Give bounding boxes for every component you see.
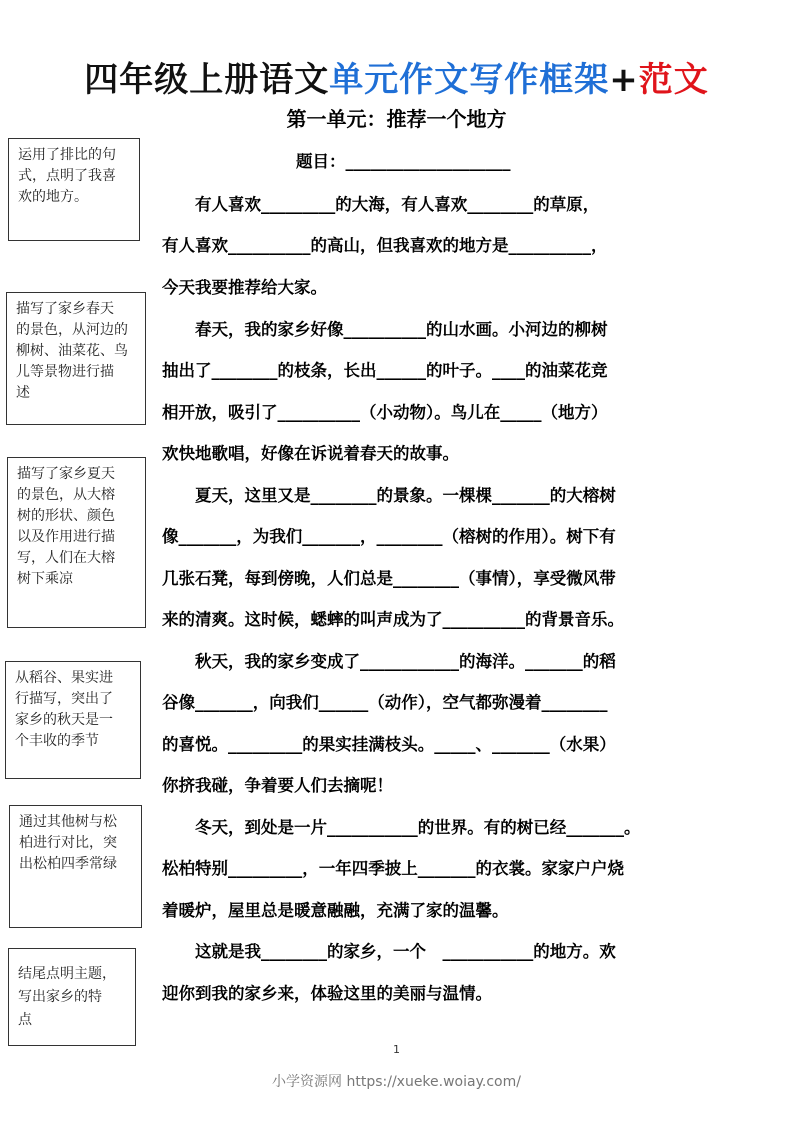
essay-line: 的喜悦。_________的果实挂满枝头。_____、_______（水果） bbox=[162, 735, 616, 754]
title-plus: + bbox=[609, 60, 639, 100]
essay-line: 这就是我________的家乡，一个 ___________的地方。欢 bbox=[162, 942, 616, 961]
essay-line: 你挤我碰，争着要人们去摘呢！ bbox=[162, 776, 393, 795]
title-framework: 单元作文写作框架 bbox=[329, 60, 610, 100]
essay-line: 迎你到我的家乡来，体验这里的美丽与温情。 bbox=[162, 984, 492, 1003]
page-number: 1 bbox=[393, 1043, 400, 1056]
annotation-text: 运用了排比的句 式，点明了我喜 欢的地方。 bbox=[18, 147, 116, 205]
essay-line: 抽出了________的枝条，长出______的叶子。____的油菜花竞 bbox=[162, 361, 608, 380]
annotation-text: 描写了家乡春天 的景色，从河边的 柳树、油菜花、鸟 儿等景物进行描 述 bbox=[16, 301, 128, 401]
annotation-text: 通过其他树与松 柏进行对比，突 出松柏四季常绿 bbox=[19, 814, 117, 872]
annotation-box-summer bbox=[7, 457, 146, 628]
essay-line: 几张石凳，每到傍晚，人们总是________（事情），享受微风带 bbox=[162, 569, 616, 588]
annotation-box-spring bbox=[6, 292, 146, 425]
essay-line: 着暖炉，屋里总是暖意融融，充满了家的温馨。 bbox=[162, 901, 509, 920]
annotation-text: 从稻谷、果实进 行描写，突出了 家乡的秋天是一 个丰收的季节 bbox=[15, 670, 113, 749]
essay-line: 今天我要推荐给大家。 bbox=[162, 278, 327, 297]
title-sample: 范文 bbox=[638, 60, 709, 100]
essay-line: 来的清爽。这时候，蟋蟀的叫声成为了__________的背景音乐。 bbox=[162, 610, 624, 629]
annotation-box-intro bbox=[8, 138, 140, 241]
annotation-text: 结尾点明主题， 写出家乡的特 点 bbox=[18, 966, 116, 1028]
essay-line: 春天，我的家乡好像__________的山水画。小河边的柳树 bbox=[162, 320, 608, 339]
annotation-box-autumn bbox=[5, 661, 141, 779]
unit-subtitle: 第一单元：推荐一个地方 bbox=[286, 107, 507, 131]
document-title bbox=[0, 52, 793, 101]
essay-line: 有人喜欢_________的大海，有人喜欢________的草原， bbox=[162, 195, 600, 214]
essay-line: 像_______，为我们_______，________（榕树的作用）。树下有 bbox=[162, 527, 616, 546]
title-grade: 四年级上册语文 bbox=[84, 60, 330, 100]
essay-line: 秋天，我的家乡变成了____________的海洋。_______的稻 bbox=[162, 652, 616, 671]
annotation-box-ending bbox=[8, 948, 136, 1046]
essay-title-line: 题目：____________________ bbox=[296, 152, 511, 171]
essay-line: 谷像_______，向我们______（动作），空气都弥漫着________ bbox=[162, 693, 608, 712]
essay-line: 相开放，吸引了__________（小动物）。鸟儿在_____（地方） bbox=[162, 403, 608, 422]
annotation-box-winter bbox=[9, 805, 142, 928]
essay-line: 夏天，这里又是________的景象。一棵棵_______的大榕树 bbox=[162, 486, 616, 505]
source-watermark: 小学资源网 https://xueke.woiay.com/ bbox=[272, 1074, 521, 1090]
essay-line: 欢快地歌唱，好像在诉说着春天的故事。 bbox=[162, 444, 459, 463]
essay-line: 冬天，到处是一片___________的世界。有的树已经_______。 bbox=[162, 818, 641, 837]
annotation-text: 描写了家乡夏天 的景色，从大榕 树的形状、颜色 以及作用进行描 写，人们在大榕 树下乘凉 bbox=[17, 466, 115, 587]
essay-line: 有人喜欢__________的高山，但我喜欢的地方是__________， bbox=[162, 236, 608, 255]
essay-line: 松柏特别_________，一年四季披上_______的衣裳。家家户户烧 bbox=[162, 859, 624, 878]
